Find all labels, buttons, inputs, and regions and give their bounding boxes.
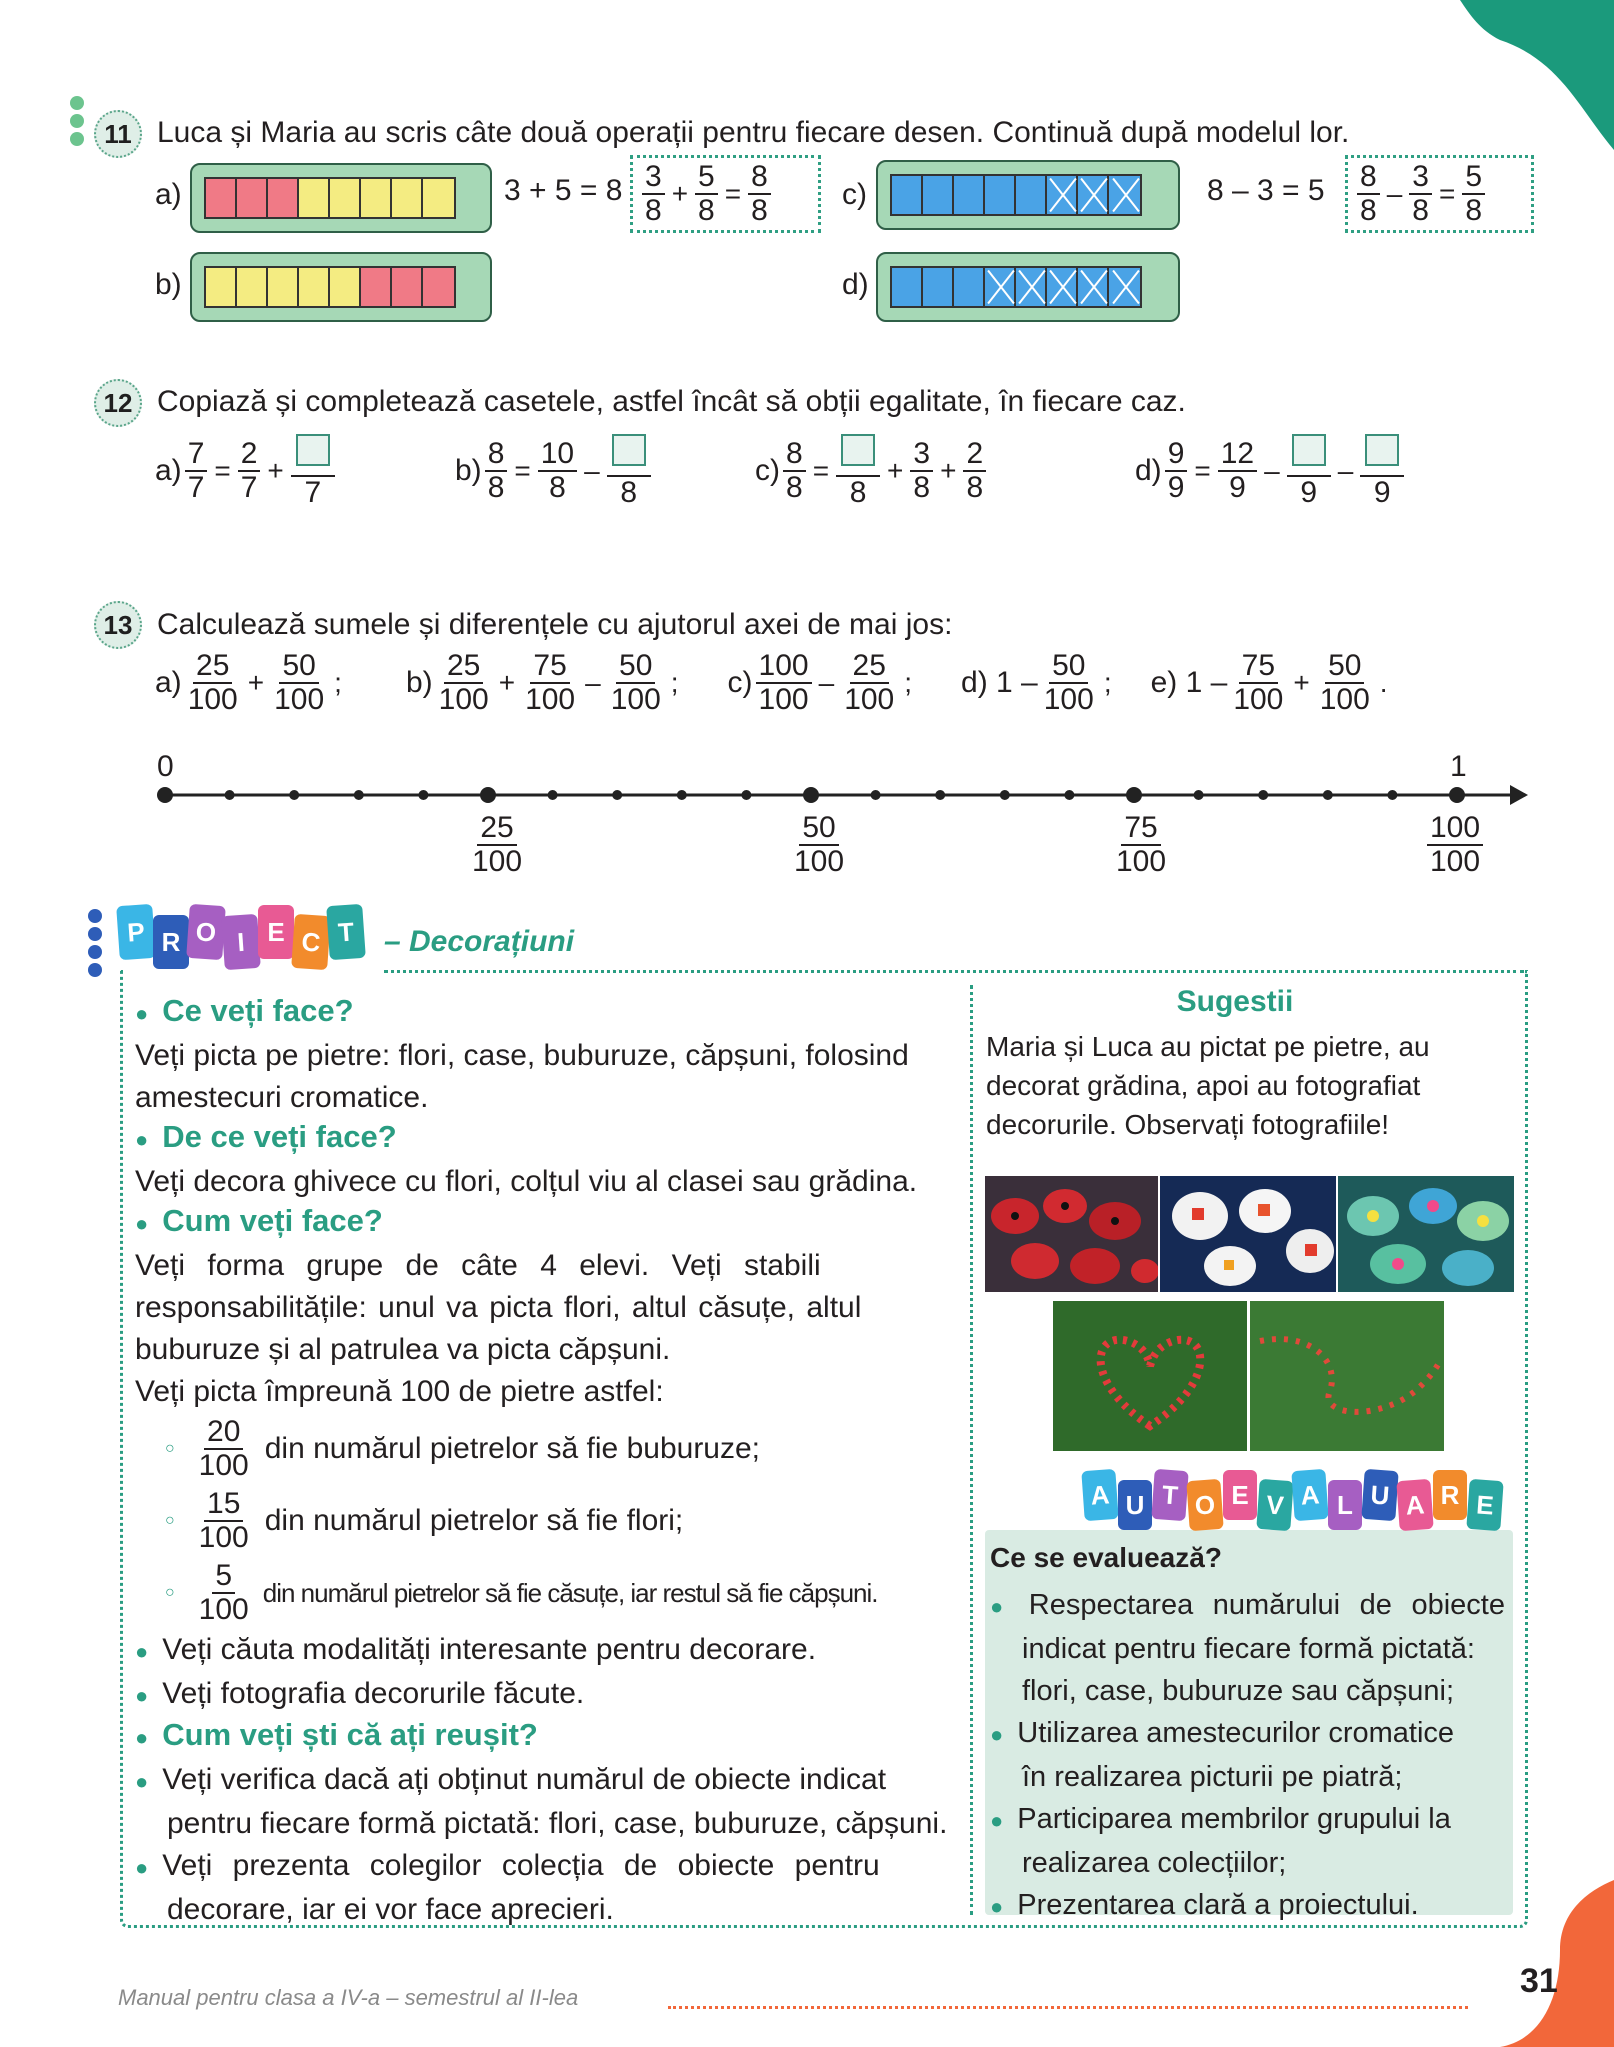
bar-drawing-c bbox=[876, 160, 1180, 230]
major-tick bbox=[803, 787, 819, 803]
minor-tick bbox=[1387, 790, 1397, 800]
blank-box[interactable] bbox=[296, 434, 330, 466]
equation-d: d) $\frac{9}{9}$ = $\frac{12}{9}$ – 9 – 9 bbox=[1135, 432, 1407, 509]
minor-tick bbox=[418, 790, 428, 800]
project-left-column bbox=[135, 993, 955, 1931]
exercise-instruction: Calculează sumele și diferențele cu ajutorul axei de mai jos: bbox=[157, 608, 953, 641]
question-heading: ● Cum veți face? bbox=[135, 1203, 383, 1238]
answer-box-a: $\frac{3}{8}$ + $\frac{5}{8}$ = $\frac{8}{8}$ bbox=[630, 155, 821, 233]
paragraph: buburuze și al patrulea va picta căpșuni. bbox=[135, 1333, 671, 1366]
photo-house-stones bbox=[1160, 1176, 1336, 1292]
photo-garden-heart bbox=[1053, 1301, 1247, 1451]
title-letter-tile: L bbox=[1328, 1480, 1362, 1530]
exercise-number: 12 bbox=[94, 379, 142, 427]
bar-drawing-b bbox=[190, 252, 492, 322]
title-letter-tile: U bbox=[1118, 1480, 1152, 1530]
answer-box-c: $\frac{8}{8}$ – $\frac{3}{8}$ = $\frac{5}{8}$ bbox=[1345, 155, 1534, 233]
bar-drawing-a bbox=[190, 163, 492, 233]
item-label: d) bbox=[842, 268, 869, 301]
question-heading: ● De ce veți face? bbox=[135, 1119, 397, 1154]
project-title: – Decorațiuni bbox=[384, 925, 575, 958]
major-tick bbox=[480, 787, 496, 803]
photo-flower-stones bbox=[1338, 1176, 1514, 1292]
title-letter-tile: E bbox=[1223, 1470, 1257, 1520]
proiect-title-tiles bbox=[118, 905, 378, 975]
title-letter-tile: P bbox=[116, 904, 156, 960]
title-letter-tile: T bbox=[326, 904, 366, 960]
calc-row: a) $\frac{25}{100}$ + $\frac{50}{100}$ ; b) $\frac{25}{100}$ + $\frac{75}{100}$ – $\frac{50}{100}$ ; c) $\frac{100}{100}$ – $\frac{25}{100}$ ; d) 1 – $\frac{50}{100}$ ; e) 1 – $\frac{75}{100}$ + $\frac{50}{100}$ . bbox=[155, 649, 1388, 716]
paragraph: responsabilitățile: unul va picta flori, altul căsuțe, altul bbox=[135, 1291, 862, 1324]
page-number: 31 bbox=[1520, 1962, 1558, 2000]
fraction-bar bbox=[204, 177, 456, 219]
question-heading: ● Ce veți face? bbox=[135, 993, 354, 1028]
question-heading: ● Cum veți ști că ați reușit? bbox=[135, 1717, 538, 1752]
blank-box[interactable] bbox=[841, 434, 875, 466]
bullet-item-cont: pentru fiecare formă pictată: flori, case, buburuze, căpșuni. bbox=[167, 1807, 948, 1840]
title-letter-tile: E bbox=[258, 905, 294, 959]
fraction-bar bbox=[890, 266, 1142, 308]
evaluation-heading: Ce se evaluează? bbox=[990, 1542, 1222, 1573]
sub-item: ○ $\frac{15}{100}$ din numărul pietrelor să fie flori; bbox=[165, 1487, 684, 1554]
minor-tick bbox=[1323, 790, 1333, 800]
minor-tick bbox=[741, 790, 751, 800]
title-letter-tile: O bbox=[186, 904, 226, 960]
title-letter-tile: C bbox=[291, 914, 331, 970]
axis-tick-label: $\frac{75}{100}$ bbox=[1116, 811, 1167, 878]
bullet-item: ● Veți căuta modalități interesante pentru decorare. bbox=[135, 1633, 817, 1666]
title-letter-tile: V bbox=[1256, 1479, 1293, 1531]
item-label: a) bbox=[155, 178, 182, 211]
paragraph: amestecuri cromatice. bbox=[135, 1081, 429, 1114]
sugestii-text: Maria și Luca au pictat pe pietre, au decorat grădina, apoi au fotografiat decorurile. Observați fotografiile! bbox=[986, 1031, 1430, 1140]
blank-box[interactable] bbox=[612, 434, 646, 466]
sub-item: ○ $\frac{5}{100}$ din numărul pietrelor să fie căsuțe, iar restul să fie căpșuni. bbox=[165, 1559, 878, 1626]
corner-decoration-top bbox=[1440, 0, 1614, 150]
minor-tick bbox=[289, 790, 299, 800]
bullet-item: ● Veți prezenta colegilor colecția de obiecte pentru bbox=[135, 1849, 880, 1882]
blank-box[interactable] bbox=[1365, 434, 1399, 466]
autoevaluare-title-tiles bbox=[1083, 1470, 1513, 1540]
bar-drawing-d bbox=[876, 252, 1180, 322]
axis-tick-label: $\frac{25}{100}$ bbox=[472, 811, 523, 878]
minor-tick bbox=[225, 790, 235, 800]
fraction-bar bbox=[890, 174, 1142, 216]
item-label: b) bbox=[155, 268, 182, 301]
evaluation-list: ● Respectarea numărului de obiecte indicat pentru fiecare formă pictată: flori, case, buburuze sau căpșuni; ● Utilizarea amestecurilor cromatice în realizarea picturii pe piatră; ● Participarea membrilor grupului la realizarea colecțiilor; ● Prezentarea clară a proiectului. bbox=[990, 1589, 1505, 1921]
photo-ladybug-stones bbox=[985, 1176, 1158, 1292]
minor-tick bbox=[1064, 790, 1074, 800]
title-letter-tile: R bbox=[1433, 1470, 1467, 1520]
title-letter-tile: A bbox=[1291, 1469, 1328, 1521]
major-tick bbox=[1126, 787, 1142, 803]
exercise-number: 13 bbox=[94, 601, 142, 649]
equation-c: c) $\frac{8}{8}$ = 8 + $\frac{3}{8}$ + $\frac{2}{8}$ bbox=[755, 432, 989, 509]
title-letter-tile: I bbox=[221, 914, 261, 970]
equation-b: b) $\frac{8}{8}$ = $\frac{10}{8}$ – 8 bbox=[455, 432, 654, 509]
exercise-instruction: Copiază și completează casetele, astfel încât să obții egalitate, în fiecare caz. bbox=[157, 385, 1186, 418]
item-label: c) bbox=[842, 178, 867, 211]
minor-tick bbox=[1258, 790, 1268, 800]
major-tick bbox=[1449, 787, 1465, 803]
axis-start-label: 0 bbox=[157, 750, 174, 783]
minor-tick bbox=[548, 790, 558, 800]
minor-tick bbox=[935, 790, 945, 800]
minor-tick bbox=[354, 790, 364, 800]
title-letter-tile: T bbox=[1151, 1469, 1188, 1521]
section-dots bbox=[88, 905, 102, 981]
title-letter-tile: A bbox=[1396, 1479, 1433, 1531]
bullet-item: ● Veți fotografia decorurile făcute. bbox=[135, 1677, 585, 1710]
fraction-bar bbox=[204, 266, 456, 308]
bullet-item-cont: decorare, iar ei vor face aprecieri. bbox=[167, 1893, 614, 1926]
title-letter-tile: O bbox=[1186, 1479, 1223, 1531]
title-letter-tile: R bbox=[153, 915, 189, 969]
photo-garden-path bbox=[1250, 1301, 1444, 1451]
operation-c: 8 – 3 = 5 bbox=[1207, 174, 1325, 207]
paragraph: Veți forma grupe de câte 4 elevi. Veți stabili bbox=[135, 1249, 821, 1282]
column-divider bbox=[970, 985, 973, 1915]
paragraph: Veți picta pe pietre: flori, case, buburuze, căpșuni, folosind bbox=[135, 1039, 909, 1072]
footer-text: Manual pentru clasa a IV-a – semestrul al II-lea bbox=[118, 1985, 579, 2010]
footer-dotted-line bbox=[668, 2006, 1468, 2009]
paragraph: Veți decora ghivece cu flori, colțul viu al clasei sau grădina. bbox=[135, 1165, 918, 1198]
title-letter-tile: A bbox=[1081, 1469, 1118, 1521]
title-letter-tile: E bbox=[1466, 1479, 1503, 1531]
section-dots bbox=[70, 92, 84, 150]
exercise-instruction: Luca și Maria au scris câte două operații pentru fiecare desen. Continuă după modelul lor. bbox=[157, 116, 1350, 149]
minor-tick bbox=[1194, 790, 1204, 800]
minor-tick bbox=[612, 790, 622, 800]
minor-tick bbox=[677, 790, 687, 800]
major-tick bbox=[157, 787, 173, 803]
axis-end-label: 1 bbox=[1450, 750, 1467, 783]
sub-item: ○ $\frac{20}{100}$ din numărul pietrelor să fie buburuze; bbox=[165, 1415, 761, 1482]
exercise-number: 11 bbox=[94, 110, 142, 158]
blank-box[interactable] bbox=[1292, 434, 1326, 466]
axis-tick-label: $\frac{50}{100}$ bbox=[794, 811, 845, 878]
minor-tick bbox=[1000, 790, 1010, 800]
sugestii-title: Sugestii bbox=[1176, 985, 1294, 1018]
axis-tick-label: $\frac{100}{100}$ bbox=[1424, 812, 1486, 878]
title-letter-tile: U bbox=[1361, 1469, 1398, 1521]
minor-tick bbox=[871, 790, 881, 800]
bullet-item: ● Veți verifica dacă ați obținut numărul de obiecte indicat bbox=[135, 1763, 887, 1796]
operation-a: 3 + 5 = 8 bbox=[504, 174, 623, 207]
equation-a: a) $\frac{7}{7}$ = $\frac{2}{7}$ + 7 bbox=[155, 432, 338, 509]
paragraph: Veți picta împreună 100 de pietre astfel: bbox=[135, 1375, 664, 1408]
